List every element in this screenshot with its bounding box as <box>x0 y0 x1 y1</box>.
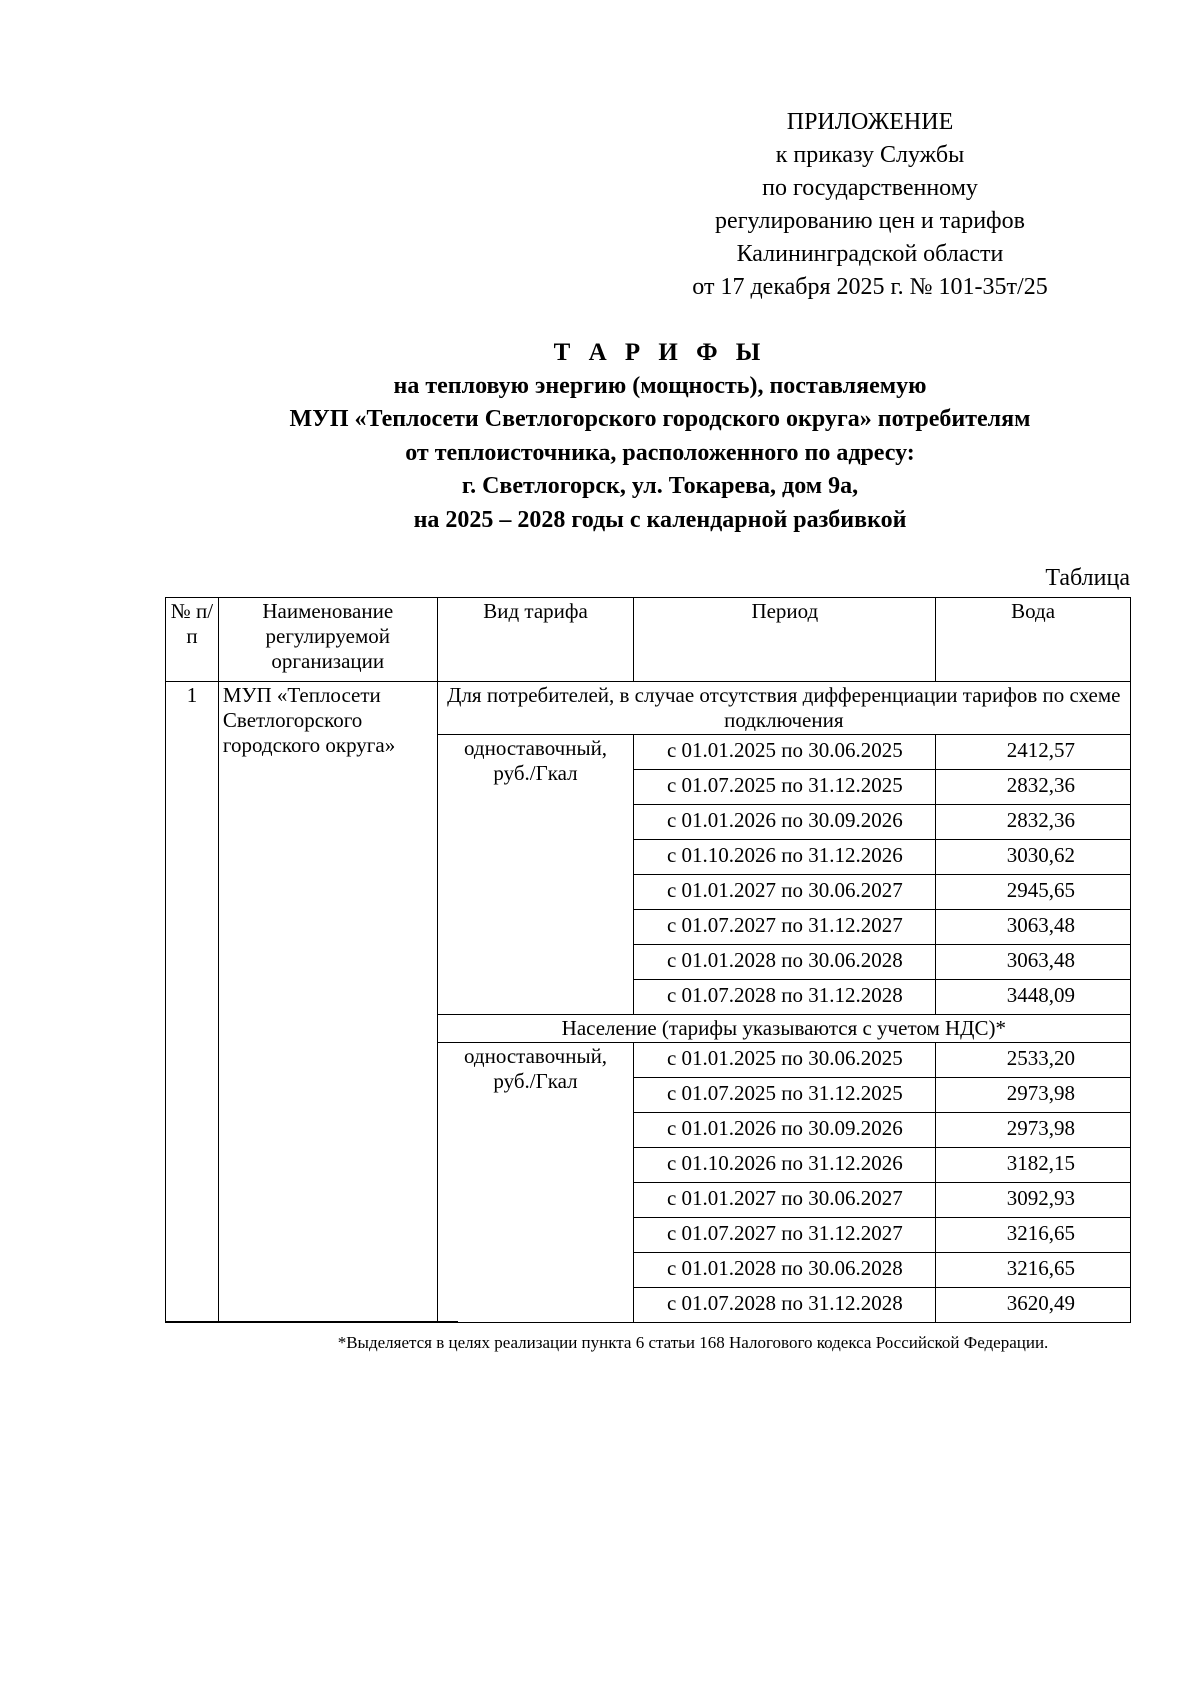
appendix-line: к приказу Службы <box>775 142 965 168</box>
water-tariff-value: 3182,15 <box>936 1148 1131 1183</box>
group-row <box>166 682 1131 735</box>
title-line: на 2025 – 2028 годы с календарной разбивкой <box>413 506 907 533</box>
table-label: Таблица <box>1045 565 1130 591</box>
period-cell: с 01.01.2025 по 30.06.2025 <box>634 735 936 770</box>
period-cell: с 01.07.2028 по 31.12.2028 <box>634 980 936 1015</box>
period-cell: с 01.07.2025 по 31.12.2025 <box>634 1078 936 1113</box>
water-tariff-value: 3216,65 <box>936 1253 1131 1288</box>
title-line: г. Светлогорск, ул. Токарева, дом 9а, <box>461 473 859 499</box>
footnote: *Выделяется в целях реализации пункта 6 статьи 168 Налогового кодекса Российской Федерации. <box>337 1333 1049 1352</box>
group-title: Для потребителей, в случае отсутствия дифференциации тарифов по схеме подключения <box>437 682 1130 735</box>
water-tariff-value: 3448,09 <box>936 980 1131 1015</box>
header-period: Период <box>634 598 936 682</box>
period-cell: с 01.01.2028 по 30.06.2028 <box>634 1253 936 1288</box>
period-cell: с 01.07.2027 по 31.12.2027 <box>634 910 936 945</box>
period-cell: с 01.10.2026 по 31.12.2026 <box>634 1148 936 1183</box>
tariff-type: одноставочный, руб./Гкал <box>437 1043 634 1323</box>
water-tariff-value: 3620,49 <box>936 1288 1131 1323</box>
footnote-rule <box>165 1321 458 1322</box>
title-line: МУП «Теплосети Светлогорского городского округа» потребителям <box>289 406 1031 432</box>
period-cell: с 01.01.2025 по 30.06.2025 <box>634 1043 936 1078</box>
water-tariff-value: 2533,20 <box>936 1043 1131 1078</box>
period-cell: с 01.01.2028 по 30.06.2028 <box>634 945 936 980</box>
water-tariff-value: 3030,62 <box>936 840 1131 875</box>
water-tariff-value: 2945,65 <box>936 875 1131 910</box>
tariff-table <box>165 597 1131 1323</box>
period-cell: с 01.01.2027 по 30.06.2027 <box>634 1183 936 1218</box>
header-num: № п/п <box>166 598 219 682</box>
period-cell: с 01.01.2026 по 30.09.2026 <box>634 1113 936 1148</box>
appendix-line: регулированию цен и тарифов <box>715 208 1025 234</box>
appendix-title: ПРИЛОЖЕНИЕ <box>786 109 954 135</box>
water-tariff-value: 3063,48 <box>936 910 1131 945</box>
document-title <box>200 336 1120 537</box>
period-cell: с 01.07.2025 по 31.12.2025 <box>634 770 936 805</box>
group-title: Население (тарифы указываются с учетом НДС)* <box>437 1015 1130 1043</box>
water-tariff-value: 2973,98 <box>936 1113 1131 1148</box>
period-cell: с 01.10.2026 по 31.12.2026 <box>634 840 936 875</box>
appendix-header <box>640 106 1100 304</box>
water-tariff-value: 2412,57 <box>936 735 1131 770</box>
tariff-type: одноставочный, руб./Гкал <box>437 735 634 1015</box>
title-line: от теплоисточника, расположенного по адресу: <box>405 439 915 466</box>
period-cell: с 01.07.2028 по 31.12.2028 <box>634 1288 936 1323</box>
period-cell: с 01.07.2027 по 31.12.2027 <box>634 1218 936 1253</box>
title-line: на тепловую энергию (мощность), поставляемую <box>393 372 927 399</box>
appendix-line: Калининградской области <box>736 241 1004 267</box>
appendix-line: по государственному <box>762 175 978 201</box>
appendix-order-date: от 17 декабря 2025 г. № 101-35т/25 <box>692 274 1048 300</box>
water-tariff-value: 3216,65 <box>936 1218 1131 1253</box>
water-tariff-value: 3063,48 <box>936 945 1131 980</box>
period-cell: с 01.01.2026 по 30.09.2026 <box>634 805 936 840</box>
water-tariff-value: 3092,93 <box>936 1183 1131 1218</box>
row-number: 1 <box>166 682 219 1323</box>
title-heading: Т А Р И Ф Ы <box>553 339 767 366</box>
period-cell: с 01.01.2027 по 30.06.2027 <box>634 875 936 910</box>
table-header-row <box>166 598 1131 682</box>
header-type: Вид тарифа <box>437 598 634 682</box>
water-tariff-value: 2832,36 <box>936 805 1131 840</box>
water-tariff-value: 2832,36 <box>936 770 1131 805</box>
organization-name: МУП «Теплосети Светлогорского городского округа» <box>218 682 437 1323</box>
water-tariff-value: 2973,98 <box>936 1078 1131 1113</box>
header-water: Вода <box>936 598 1131 682</box>
header-org: Наименование регулируемой организации <box>218 598 437 682</box>
